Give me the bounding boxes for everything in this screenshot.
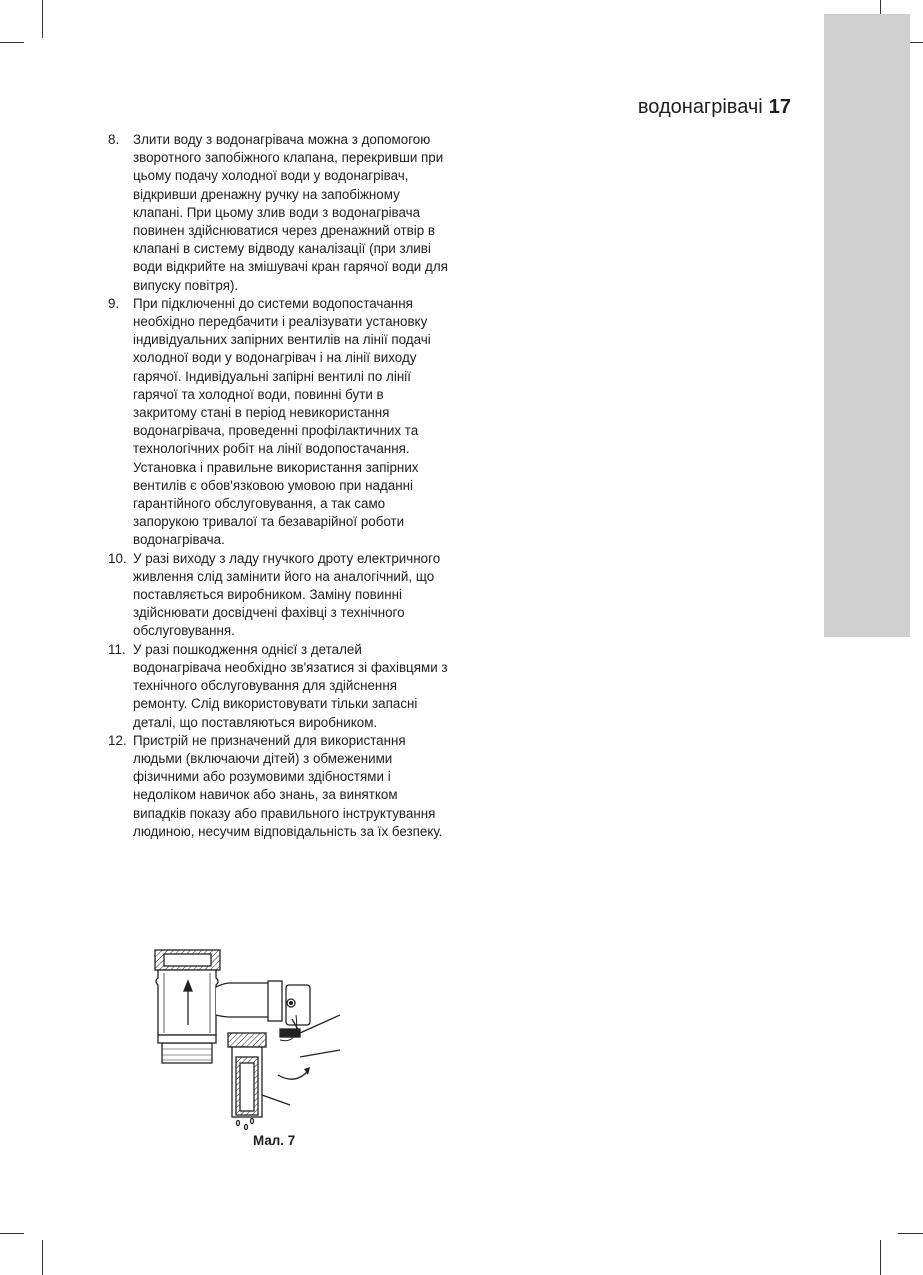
crop-mark	[42, 0, 43, 38]
running-header	[638, 96, 791, 119]
crop-mark	[0, 42, 24, 43]
instruction-list	[108, 131, 448, 841]
item-text: У разі виходу з ладу гнучкого дроту електричного живлення слід замінити його на аналогічний, що поставляється виробником. Заміну повинні здійснювати досвідчені фахівці з технічного обслуговування.	[133, 550, 441, 639]
item-number: 11.	[108, 641, 126, 657]
crop-mark	[0, 1233, 24, 1234]
item-text: У разі пошкодження однієї з деталей водонагрівача необхідно зв'язатися зі фахівцями з технічного обслуговування для здійснення ремонту. Слід використовувати тільки запасні деталі, що поставляються виробником.	[133, 641, 448, 730]
side-thumb-tab	[824, 14, 910, 637]
list-item	[108, 550, 448, 641]
item-text: Пристрій не призначений для використання людьми (включаючи дітей) з обмеженими фізичними або розумовими здібностями і недоліком навичок або знань, за винятком випадків показу або правильного інструктування людиною, несучим відповідальність за їх безпеку.	[133, 732, 443, 839]
item-number: 9.	[108, 295, 120, 311]
item-number: 8.	[108, 132, 120, 147]
figure-caption: Мал. 7	[253, 1133, 296, 1148]
item-text: Злити воду з водонагрівача можна з допомогою зворотного запобіжного клапана, перекривши при цьому подачу холодної води у водонагрівач, відкривши дренажну ручку на запобіжному клапані. При цьому злив води з водонагрівача повинен здійснюватися через дренажний отвір в клапані в систему відводу каналізації (при зливі води відкрийте на змішувачі кран гарячої води для випуску повітря).	[133, 132, 448, 293]
crop-mark	[42, 1240, 43, 1275]
safety-valve-illustration	[150, 945, 350, 1130]
item-number: 12.	[108, 732, 127, 748]
list-item	[108, 295, 448, 550]
item-number: 10.	[108, 550, 127, 566]
crop-mark	[898, 1233, 923, 1234]
list-item	[108, 732, 448, 841]
page-number: 17	[768, 96, 791, 118]
header-title: водонагрівачі	[637, 96, 763, 118]
crop-mark	[880, 1240, 881, 1275]
list-item	[108, 641, 448, 732]
list-item	[108, 131, 448, 295]
item-text: При підключенні до системи водопостачання необхідно передбачити і реалізувати установку індивідуальних запірних вентилів на лінії подачі холодної води у водонагрівач і на лінії виходу гарячої. Індивідуальні запірні вентилі по лінії гарячої та холодної води, повинні бути в закритому стані в період невикористання водонагрівача, проведенні профілактичних та технологічних робіт на лінії водопостачання. Установка і правильне використання запірних вентилів є обов'язковою умовою при наданні гарантійного обслуговування, а так само запорукою тривалої та безаварійної роботи водонагрівача.	[133, 295, 431, 548]
